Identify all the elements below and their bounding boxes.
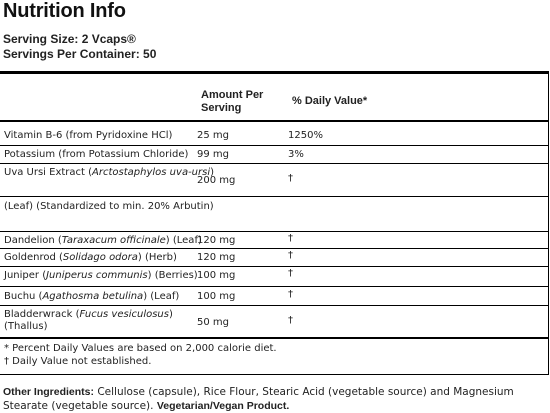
row-name: Vitamin B-6 (from Pyridoxine HCl) (4, 130, 173, 141)
page-title: Nutrition Info (3, 0, 126, 22)
row-divider (0, 196, 549, 197)
footnote-not-established: † Daily Value not established. (4, 356, 152, 367)
row-dv: † (288, 315, 293, 326)
row-name: Potassium (from Potassium Chloride) (4, 149, 189, 160)
row-divider (0, 286, 549, 287)
row-dv: 1250% (288, 130, 323, 141)
footnote-daily-values: * Percent Daily Values are based on 2,000 calorie diet. (4, 343, 277, 354)
row-dv: † (288, 173, 293, 184)
row-name: Juniper (Juniperus communis) (Berries) (4, 270, 198, 281)
row-amount: 200 mg (197, 175, 236, 186)
row-amount: 50 mg (197, 317, 229, 328)
other-ingredients: Other Ingredients: Cellulose (capsule), Rice Flour, Stearic Acid (vegetable source) and Magnesium Stearate (vegetable source). Vegetarian/Vegan Product. (3, 386, 514, 412)
serving-size: Serving Size: 2 Vcaps® (3, 32, 136, 46)
footnote-rule (0, 337, 549, 339)
row-dv: 3% (288, 149, 304, 160)
row-name: Bladderwrack (Fucus vesiculosus) (4, 309, 173, 320)
row-dv: † (288, 250, 293, 261)
row-dv: † (288, 268, 293, 279)
row-divider (0, 266, 549, 267)
row-amount: 99 mg (197, 149, 229, 160)
row-dv: † (288, 289, 293, 300)
row-name: Uva Ursi Extract (Arctostaphylos uva-ursi) (4, 167, 215, 178)
row-name: Buchu (Agathosma betulina) (Leaf) (4, 291, 180, 302)
row-divider (0, 145, 549, 146)
amount-header: Amount Per Serving (201, 89, 264, 114)
row-name: (Leaf) (Standardized to min. 20% Arbutin) (4, 201, 214, 212)
row-name: Goldenrod (Solidago odora) (Herb) (4, 252, 177, 263)
row-name-line2: (Thallus) (4, 321, 48, 332)
row-divider (0, 163, 549, 164)
table-top-rule (0, 71, 549, 74)
servings-per-container: Servings Per Container: 50 (3, 47, 157, 61)
row-divider (0, 248, 549, 249)
row-amount: 120 mg (197, 252, 236, 263)
daily-value-header: % Daily Value* (292, 95, 368, 107)
header-rule (0, 120, 549, 122)
row-amount: 100 mg (197, 291, 236, 302)
row-divider (0, 231, 549, 232)
row-name: Dandelion (Taraxacum officinale) (Leaf) (4, 235, 202, 246)
row-amount: 25 mg (197, 130, 229, 141)
row-divider (0, 305, 549, 306)
row-amount: 100 mg (197, 270, 236, 281)
nutrition-table (0, 71, 549, 375)
row-amount: 120 mg (197, 235, 236, 246)
row-dv: † (288, 233, 293, 244)
